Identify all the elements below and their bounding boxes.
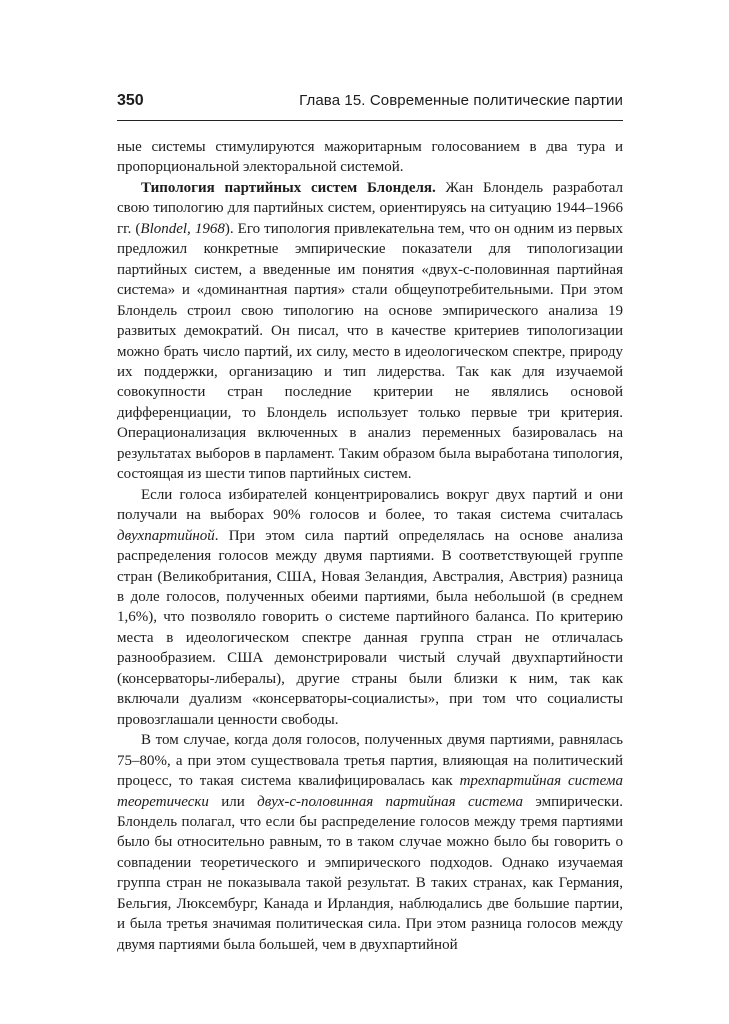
emphasized-term: двухпартийной [117,527,215,544]
paragraph-two-party [117,485,623,730]
paragraph-text: ). Его типология привлекательна тем, что он одним из первых предложил конкретные эмпирические показатели для типологизации партийных систем, а введенные им понятия «двух-с-половинная партийная система» и «доминантная партия» стали общеупотребительными. При этом Блондель строил свою типологию на основе эмпирического анализа 19 развитых демократий. Он писал, что в качестве критериев типологизации можно брать число партий, их силу, место в идеологическом спектре, природу их поддержки, организацию и тип лидерства. Так как для изучаемой совокупности стран последние критерии не являлись основой дифференциации, то Блондель использует только первые три критерия. Операционализация включенных в анализ переменных базировалась на результатах выборов в парламент. Таким образом была выработана типология, состоящая из шести типов партийных систем. [117,220,623,483]
paragraph-two-and-half-party [117,730,623,955]
running-title: Глава 15. Современные политические партии [299,92,623,109]
paragraph-text: эмпирически. Блондель полагал, что если бы распределение голосов между тремя партиями было бы относительно равным, то в таком случае можно было бы говорить о совпадении теоретического и эмпирического подходов. Однако изучаемая группа стран не показывала такой результат. В таких странах, как Германия, Бельгия, Люксембург, Канада и Ирландия, наблюдались две большие партии, и была третья значимая политическая сила. При этом разница голосов между двумя партиями была большей, чем в двухпартийной [117,793,623,953]
paragraph-blondel-typology [117,178,623,485]
paragraph-continuation [117,137,623,178]
paragraph-text: . При этом сила партий определялась на основе анализа распределения голосов между двумя партиями. В соответствующей группе стран (Великобритания, США, Новая Зеландия, Австралия, Австрия) разница в доле голосов, полученных обеими партиями, была небольшой (в среднем 1,6%), что позволяло говорить о системе партийного баланса. По критерию места в идеологическом спектре данная группа стран не отличалась разнообразием. США демонстрировали чистый случай двухпартийности (консерваторы-либералы), другие страны были близки к ним, так как включали дуализм «консерваторы-социалисты», при том что социалисты провозглашали ценности свободы. [117,527,623,728]
page-header [117,92,623,116]
paragraph-text: Жан Блондель разработал свою типологию для партийных систем, ориентируясь на ситуацию 1944–1966 гг. ( [117,179,623,237]
emphasized-term: трехпартийная система теоретически [117,773,623,810]
header-rule [117,120,623,121]
page-number: 350 [117,92,144,109]
paragraph-text: Если голоса избирателей концентрировались вокруг двух партий и они получали на выборах 90% голосов и более, то такая система считалась [117,486,623,524]
paragraph-text: или [208,793,258,810]
paragraph-text: В том случае, когда доля голосов, полученных двумя партиями, равнялась 75–80%, а при этом существовала третья партия, влияющая на политический процесс, то такая система квалифицировалась как [117,732,623,790]
section-run-in-heading: Типология партийных систем Блонделя. [141,179,436,196]
emphasized-term: двух-с-половинная партийная система [257,793,523,810]
main-text [117,137,623,955]
paragraph-text: ные системы стимулируются мажоритарным голосованием в два тура и пропорциональной электоральной системой. [117,139,623,176]
citation: Blondel, 1968 [140,220,225,237]
